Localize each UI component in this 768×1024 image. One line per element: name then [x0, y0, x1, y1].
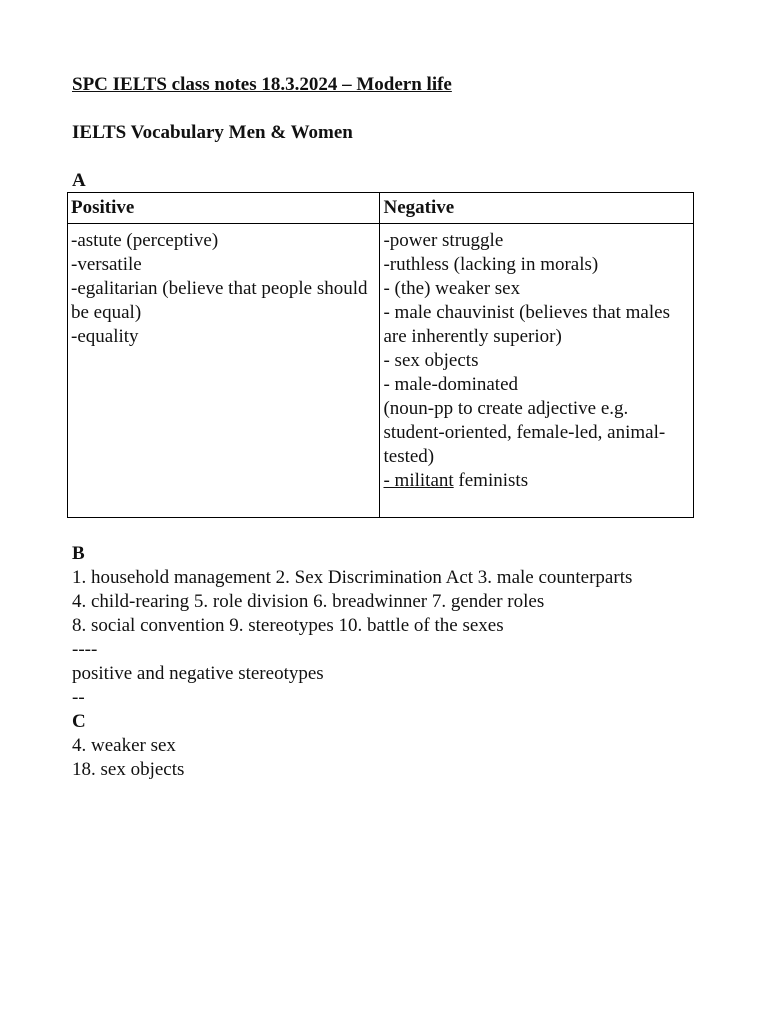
positive-entry: -egalitarian (believe that people should be equal) [71, 278, 368, 323]
table-header-row [68, 193, 694, 224]
negative-entry: -ruthless (lacking in morals) [383, 254, 599, 275]
table-row [68, 224, 694, 518]
negative-entry: (noun-pp to create adjective e.g. student-oriented, female-led, animal-tested) [383, 398, 666, 467]
positive-cell [68, 224, 380, 518]
negative-cell [380, 224, 694, 518]
section-c-heading: C [72, 711, 86, 732]
section-b [72, 542, 632, 782]
section-b-line: 4. child-rearing 5. role division 6. breadwinner 7. gender roles [72, 591, 545, 612]
negative-entry-militant [383, 469, 689, 493]
militant-rest: feminists [453, 470, 529, 491]
section-b-line: 1. household management 2. Sex Discrimination Act 3. male counterparts [72, 567, 633, 588]
section-a-heading: A [72, 170, 86, 191]
negative-entry: - male-dominated [383, 374, 519, 395]
document-subtitle: IELTS Vocabulary Men & Women [72, 122, 353, 143]
positive-entry: -versatile [71, 254, 142, 275]
document-title: SPC IELTS class notes 18.3.2024 – Modern life [72, 74, 452, 95]
section-b-heading: B [72, 543, 85, 564]
section-b-separator: ---- [72, 639, 98, 660]
militant-underlined: - militant [383, 470, 454, 491]
positive-entry: -equality [71, 326, 139, 347]
positive-entry: -astute (perceptive) [71, 230, 219, 251]
table-header-positive: Positive [68, 193, 380, 224]
section-c-line: 18. sex objects [72, 759, 185, 780]
section-b-line: positive and negative stereotypes [72, 663, 324, 684]
vocabulary-table [67, 192, 694, 518]
negative-entry: -power struggle [383, 230, 504, 251]
section-b-line: 8. social convention 9. stereotypes 10. battle of the sexes [72, 615, 504, 636]
negative-entry: - (the) weaker sex [383, 278, 521, 299]
negative-entry: - male chauvinist (believes that males are inherently superior) [383, 302, 670, 347]
section-c-line: 4. weaker sex [72, 735, 176, 756]
negative-entry: - sex objects [383, 350, 479, 371]
table-header-negative: Negative [380, 193, 694, 224]
section-b-separator: -- [72, 687, 85, 708]
